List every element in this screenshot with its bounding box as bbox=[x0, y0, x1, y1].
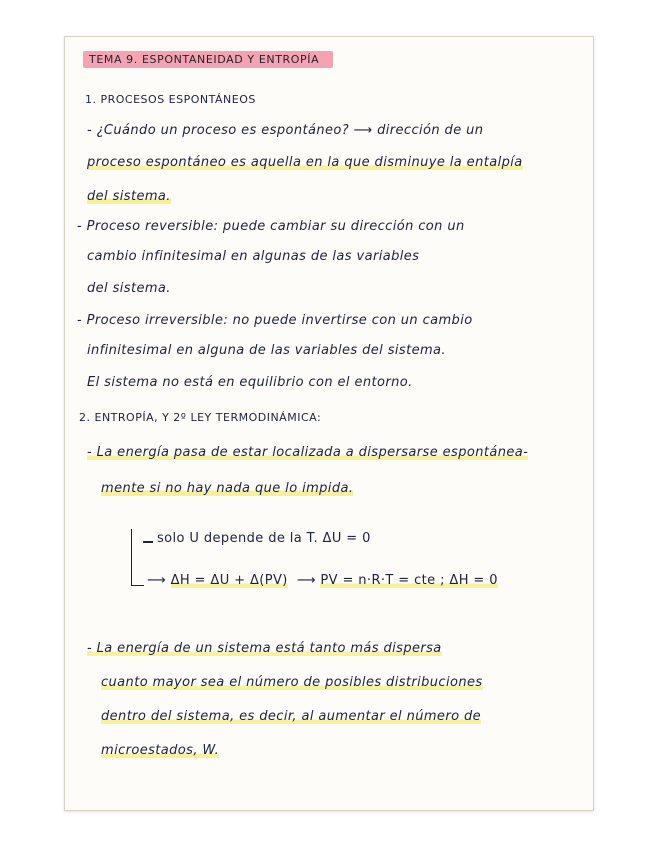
energy-line-2: mente si no hay nada que lo impida. bbox=[101, 481, 354, 496]
dispersion-line-1: - La energía de un sistema está tanto más dispersa bbox=[87, 641, 442, 656]
branch-line-1: solo U depende de la T. ΔU = 0 bbox=[157, 531, 371, 546]
irreversible-line-1: - Proceso irreversible: no puede invertirse con un cambio bbox=[77, 313, 473, 328]
irreversible-line-3: El sistema no está en equilibrio con el entorno. bbox=[87, 375, 413, 390]
section-heading-2: 2. ENTROPÍA, Y 2º LEY TERMODINÁMICA: bbox=[79, 411, 322, 424]
irreversible-line-2: infinitesimal en alguna de las variables del sistema. bbox=[87, 343, 446, 358]
reversible-line-2: cambio infinitesimal en algunas de las variables bbox=[87, 249, 420, 264]
question-line-1: - ¿Cuándo un proceso es espontáneo? ⟶ dirección de un bbox=[87, 123, 484, 138]
branch-bracket bbox=[131, 529, 144, 586]
dispersion-line-2: cuanto mayor sea el número de posibles distribuciones bbox=[101, 675, 483, 690]
energy-line-1: - La energía pasa de estar localizada a dispersarse espontánea- bbox=[87, 445, 529, 460]
section-heading-1: 1. PROCESOS ESPONTÁNEOS bbox=[85, 93, 256, 106]
ideal-gas-equation: PV = n·R·T = cte ; ΔH = 0 bbox=[320, 573, 498, 588]
enthalpy-equation: ΔH = ΔU + Δ(PV) bbox=[170, 573, 288, 588]
question-line-3: del sistema. bbox=[87, 189, 171, 204]
reversible-line-3: del sistema. bbox=[87, 281, 171, 296]
reversible-line-1: - Proceso reversible: puede cambiar su dirección con un bbox=[77, 219, 465, 234]
branch-arrow-1 bbox=[143, 541, 153, 543]
dispersion-line-4: microestados, W. bbox=[101, 743, 220, 758]
page-title: TEMA 9. ESPONTANEIDAD Y ENTROPÍA bbox=[83, 51, 333, 68]
question-line-2: proceso espontáneo es aquella en la que disminuye la entalpía bbox=[87, 155, 523, 170]
dispersion-line-3: dentro del sistema, es decir, al aumentar el número de bbox=[101, 709, 482, 724]
branch-line-2: ⟶ ΔH = ΔU + Δ(PV) ⟶ PV = n·R·T = cte ; ΔH = 0 bbox=[147, 573, 498, 588]
notebook-page bbox=[64, 36, 594, 811]
